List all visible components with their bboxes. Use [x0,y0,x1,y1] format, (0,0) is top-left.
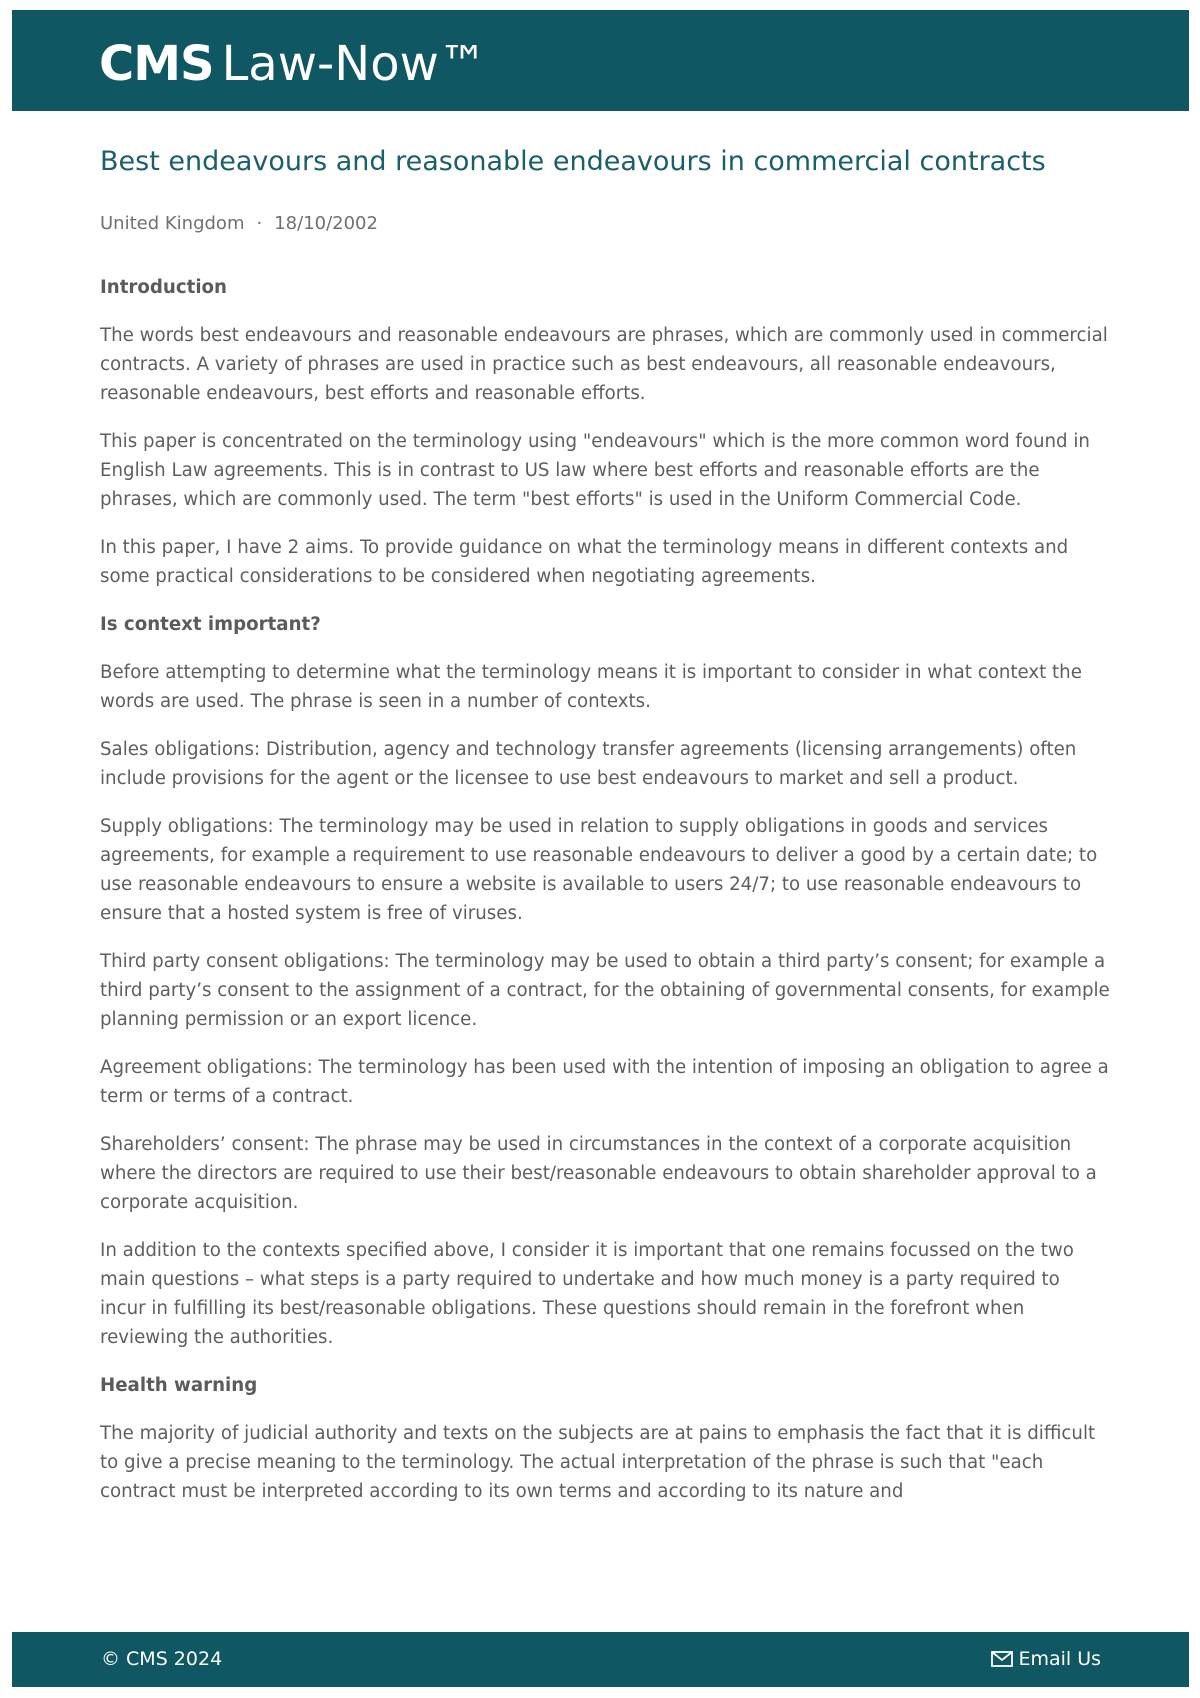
body-paragraph: In addition to the contexts specified above, I consider it is important that one remains focussed on the two main questions – what steps is a party required to undertake and how much money is a party required to incur in fulfilling its best/reasonable obligations. These questions should remain in the forefront when reviewing the authorities. [100,1240,1074,1348]
body-paragraph: In this paper, I have 2 aims. To provide guidance on what the terminology means in different contexts and some practical considerations to be considered when negotiating agreements. [100,537,1069,587]
site-footer [12,1632,1189,1687]
section-heading: Health warning [100,1375,258,1396]
section-heading: Introduction [100,277,227,298]
article [100,138,1110,1525]
site-header [12,10,1189,111]
body-paragraph: Third party consent obligations: The terminology may be used to obtain a third party’s consent; for example a third party’s consent to the assignment of a contract, for the obtaining of governmental consents, for example planning permission or an export licence. [100,951,1110,1030]
section-heading: Is context important? [100,614,321,635]
body-paragraph: Shareholders’ consent: The phrase may be used in circumstances in the context of a corporate acquisition where the directors are required to use their best/reasonable endeavours to obtain shareholder approval to a corporate acquisition. [100,1134,1097,1213]
body-paragraph: Sales obligations: Distribution, agency and technology transfer agreements (licensing arrangements) often include provisions for the agent or the licensee to use best endeavours to market and sell a product. [100,739,1077,789]
logo-cms-text: CMS [99,36,214,92]
copyright-text: © CMS 2024 [101,1648,223,1670]
meta-separator: · [256,213,263,234]
logo-law-now-text: Law-Now™ [221,36,487,92]
article-meta [100,211,1110,237]
article-body [100,273,1110,1506]
email-us-link[interactable] [991,1648,1101,1670]
body-paragraph: Supply obligations: The terminology may be used in relation to supply obligations in goods and services agreements, for example a requirement to use reasonable endeavours to deliver a good by a certain date; to use reasonable endeavours to ensure a website is available to users 24/7; to use reasonable endeavours to ensure that a hosted system is free of viruses. [100,816,1098,924]
body-paragraph: Before attempting to determine what the terminology means it is important to consider in what context the words are used. The phrase is seen in a number of contexts. [100,662,1082,712]
article-date: 18/10/2002 [274,213,378,234]
article-title: Best endeavours and reasonable endeavours in commercial contracts [100,146,1046,177]
envelope-icon [991,1651,1013,1667]
cms-law-now-logo[interactable] [99,36,487,92]
body-paragraph: Agreement obligations: The terminology has been used with the intention of imposing an obligation to agree a term or terms of a contract. [100,1057,1109,1107]
body-paragraph: This paper is concentrated on the terminology using "endeavours" which is the more common word found in English Law agreements. This is in contrast to US law where best efforts and reasonable efforts are the phrases, which are commonly used. The term "best efforts" is used in the Uniform Commercial Code. [100,431,1090,510]
body-paragraph: The majority of judicial authority and texts on the subjects are at pains to emphasis the fact that it is difficult to give a precise meaning to the terminology. The actual interpretation of the phrase is such that "each contract must be interpreted according to its own terms and according to its nature and [100,1423,1096,1502]
email-us-label: Email Us [1018,1648,1101,1670]
body-paragraph: The words best endeavours and reasonable endeavours are phrases, which are commonly used in commercial contracts. A variety of phrases are used in practice such as best endeavours, all reasonable endeavours, reasonable endeavours, best efforts and reasonable efforts. [100,325,1108,404]
article-country: United Kingdom [100,213,245,234]
